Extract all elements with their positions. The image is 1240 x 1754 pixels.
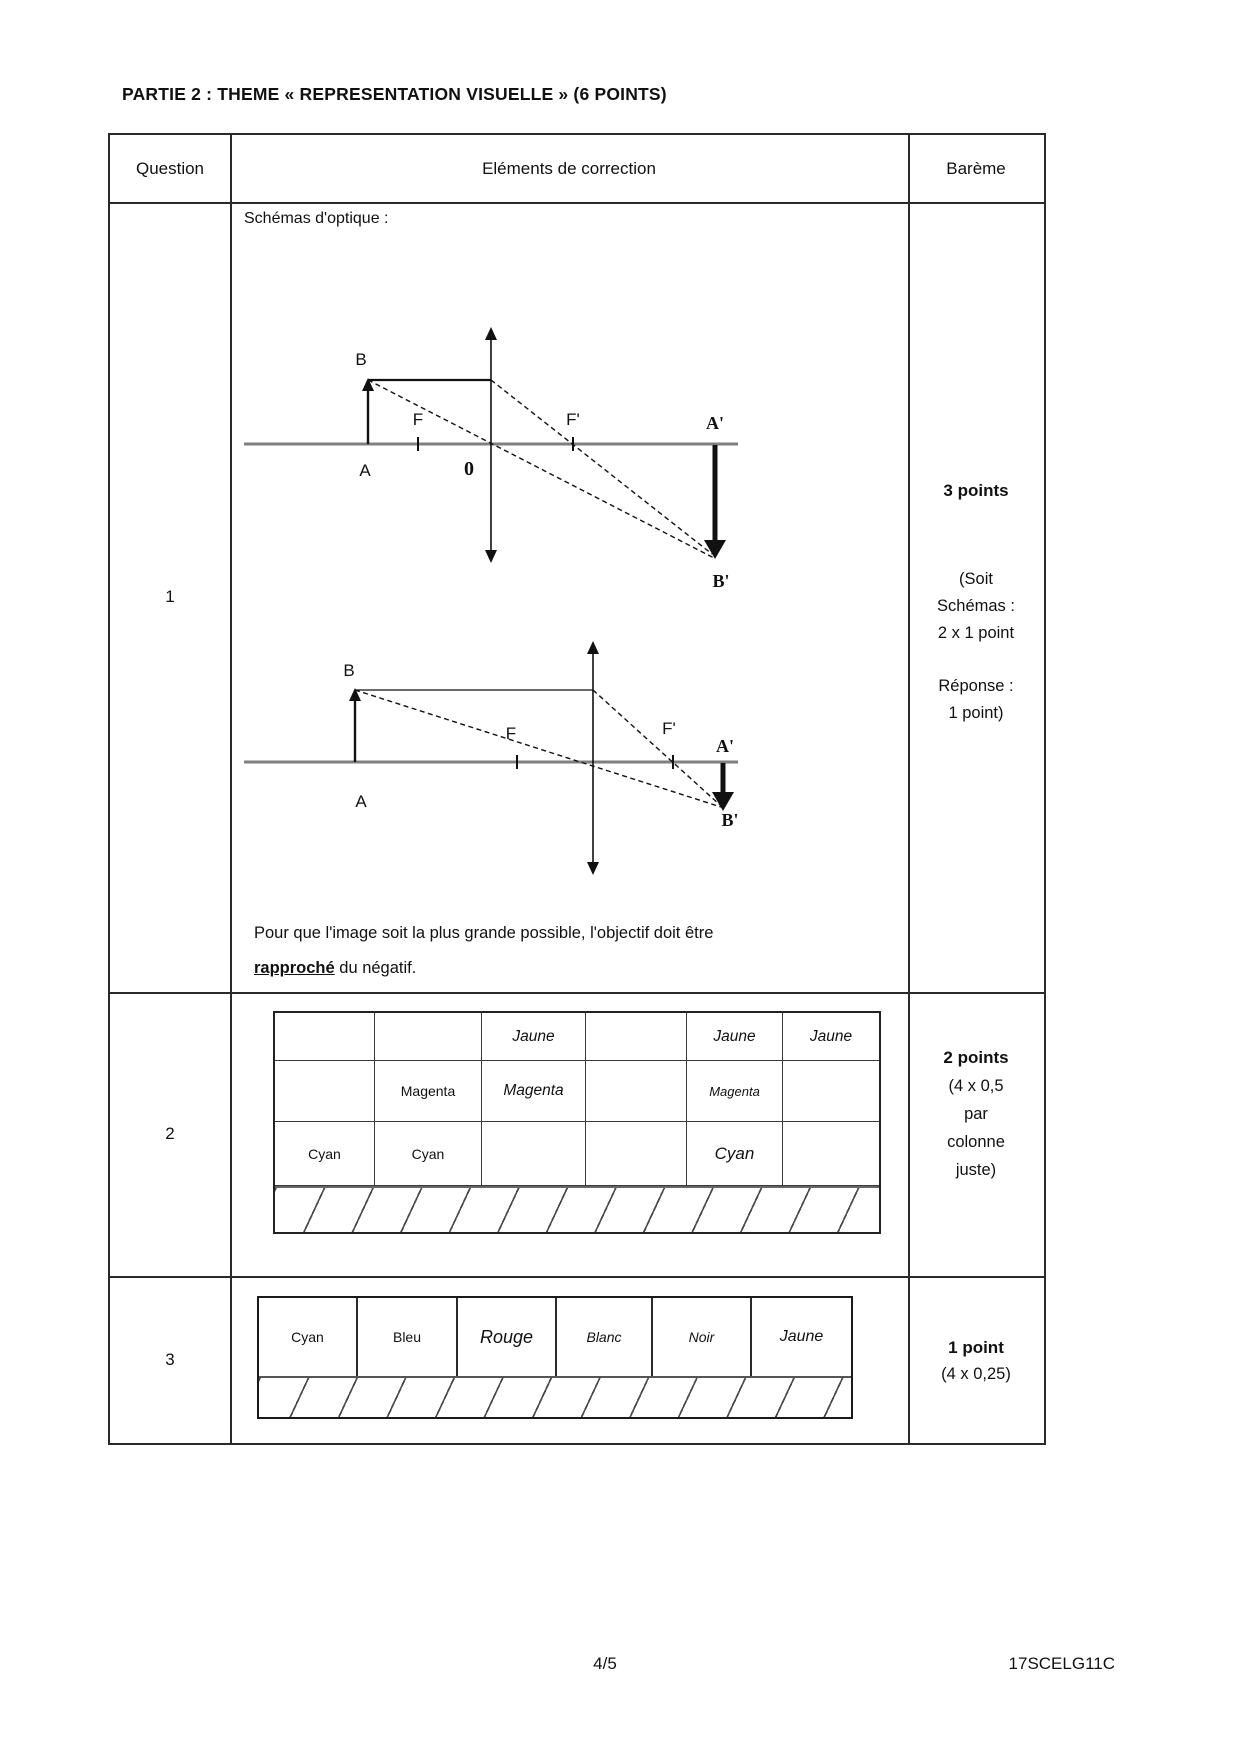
q2-cell: [275, 1061, 375, 1122]
label-O-1: 0: [464, 458, 474, 480]
label-Bprime-1: B': [712, 571, 730, 591]
conclusion-rest: du négatif.: [334, 959, 417, 977]
q3-cell: Noir: [653, 1298, 752, 1376]
q1-bareme-l4: Réponse :: [938, 677, 1014, 695]
lens-diagram-1: [244, 327, 738, 591]
q3-cell: Jaune: [779, 1328, 824, 1345]
lens-top-arrowhead-2: [587, 641, 599, 654]
ray-refracted-2: [593, 690, 720, 805]
q3-label-row: [259, 1298, 851, 1376]
q3-color-table: [257, 1296, 853, 1419]
label-Fprime-1: F': [566, 410, 580, 429]
q2-cell: Magenta: [375, 1061, 482, 1122]
ray-center-2: [355, 690, 721, 807]
q2-cell: [586, 1061, 687, 1122]
optics-intro-text: Schémas d'optique :: [244, 210, 389, 227]
ray-center-1: [368, 380, 714, 558]
q2-bareme-main: 2 points: [943, 1048, 1009, 1067]
question-number-1: 1: [165, 587, 175, 606]
q3-cell: Bleu: [358, 1298, 458, 1376]
q2-cell: [275, 1013, 375, 1061]
q2-color-table: [273, 1011, 881, 1234]
label-Aprime-1: A': [706, 413, 724, 433]
label-F-1: F: [412, 410, 424, 429]
question-number-3: 3: [165, 1349, 175, 1369]
header-bareme: Barème: [946, 158, 1006, 178]
q1-conclusion: [254, 916, 904, 986]
question-number-2: 2: [165, 1124, 175, 1143]
footer-page-number: 4/5: [593, 1654, 617, 1673]
q1-bareme-l3: 2 x 1 point: [937, 624, 1015, 642]
q3-cell: Blanc: [557, 1298, 653, 1376]
q2-cell: [783, 1122, 879, 1186]
header-question: Question: [135, 158, 205, 178]
footer-document-code: 17SCELG11C: [1008, 1654, 1115, 1673]
q2-cell: Jaune: [482, 1013, 586, 1061]
q3-bareme-main: 1 point: [948, 1338, 1004, 1357]
q2-bareme-l3: colonne: [947, 1133, 1005, 1151]
q2-cell: [586, 1013, 687, 1061]
label-Aprime-2: A': [716, 736, 734, 756]
q2-cell: Cyan: [687, 1122, 783, 1186]
q2-row-magenta: [275, 1061, 879, 1122]
label-A-2: A: [355, 792, 367, 811]
q3-bareme-l1: (4 x 0,25): [941, 1365, 1011, 1383]
ray-refracted-1: [491, 380, 712, 554]
q2-bareme-l1: (4 x 0,5: [948, 1077, 1004, 1095]
q2-bareme-l2: par: [964, 1105, 988, 1123]
q1-bareme-main: 3 points: [943, 481, 1009, 500]
q3-bareme: [906, 1334, 1046, 1388]
label-B-2: B: [343, 661, 355, 680]
optics-diagrams: [231, 202, 909, 908]
lens-bottom-arrowhead-2: [587, 862, 599, 875]
q2-row-cyan: [275, 1122, 879, 1186]
q2-cell: [482, 1122, 586, 1186]
q2-cell: [783, 1061, 879, 1122]
row-divider-q1: [110, 992, 1044, 994]
q2-cell: [586, 1122, 687, 1186]
q3-hatched-row: [259, 1376, 851, 1417]
row-divider-q2: [110, 1276, 1044, 1278]
q2-bareme-l4: juste): [955, 1161, 997, 1179]
conclusion-bold-word: rapproché: [254, 959, 335, 977]
label-Fprime-2: F': [662, 719, 676, 738]
lens-top-arrowhead-1: [485, 327, 497, 340]
q1-bareme-l1: (Soit: [959, 570, 993, 588]
q2-cell: Magenta: [482, 1061, 586, 1122]
label-B-1: B: [355, 350, 367, 369]
q1-bareme-l2: Schémas :: [937, 597, 1015, 615]
conclusion-line1: Pour que l'image soit la plus grande possible, l'objectif doit être: [254, 924, 714, 942]
q3-cell: Rouge: [458, 1298, 557, 1376]
lens-bottom-arrowhead-1: [485, 550, 497, 563]
q2-bareme: [906, 1044, 1046, 1184]
q3-cell: Cyan: [259, 1298, 358, 1376]
page-title: PARTIE 2 : THEME « REPRESENTATION VISUELLE » (6 POINTS): [122, 84, 667, 104]
q2-hatched-row: [275, 1186, 879, 1232]
label-A-1: A: [359, 461, 371, 480]
label-F-2: F: [505, 724, 517, 743]
q2-cell: Jaune: [783, 1013, 879, 1061]
correction-table: [108, 133, 1046, 1445]
q2-cell: [375, 1013, 482, 1061]
q1-bareme: [908, 481, 1044, 501]
q2-row-jaune: [275, 1013, 879, 1061]
header-elements: Eléments de correction: [482, 158, 656, 178]
lens-diagram-2: [244, 641, 739, 875]
q2-cell: Cyan: [375, 1122, 482, 1186]
label-Bprime-2: B': [721, 810, 739, 830]
q1-bareme-l5: 1 point): [948, 704, 1004, 722]
q2-cell: Cyan: [275, 1122, 375, 1186]
q2-cell: Magenta: [687, 1061, 783, 1122]
q2-cell: Jaune: [687, 1013, 783, 1061]
q1-bareme-detail: [906, 566, 1046, 727]
